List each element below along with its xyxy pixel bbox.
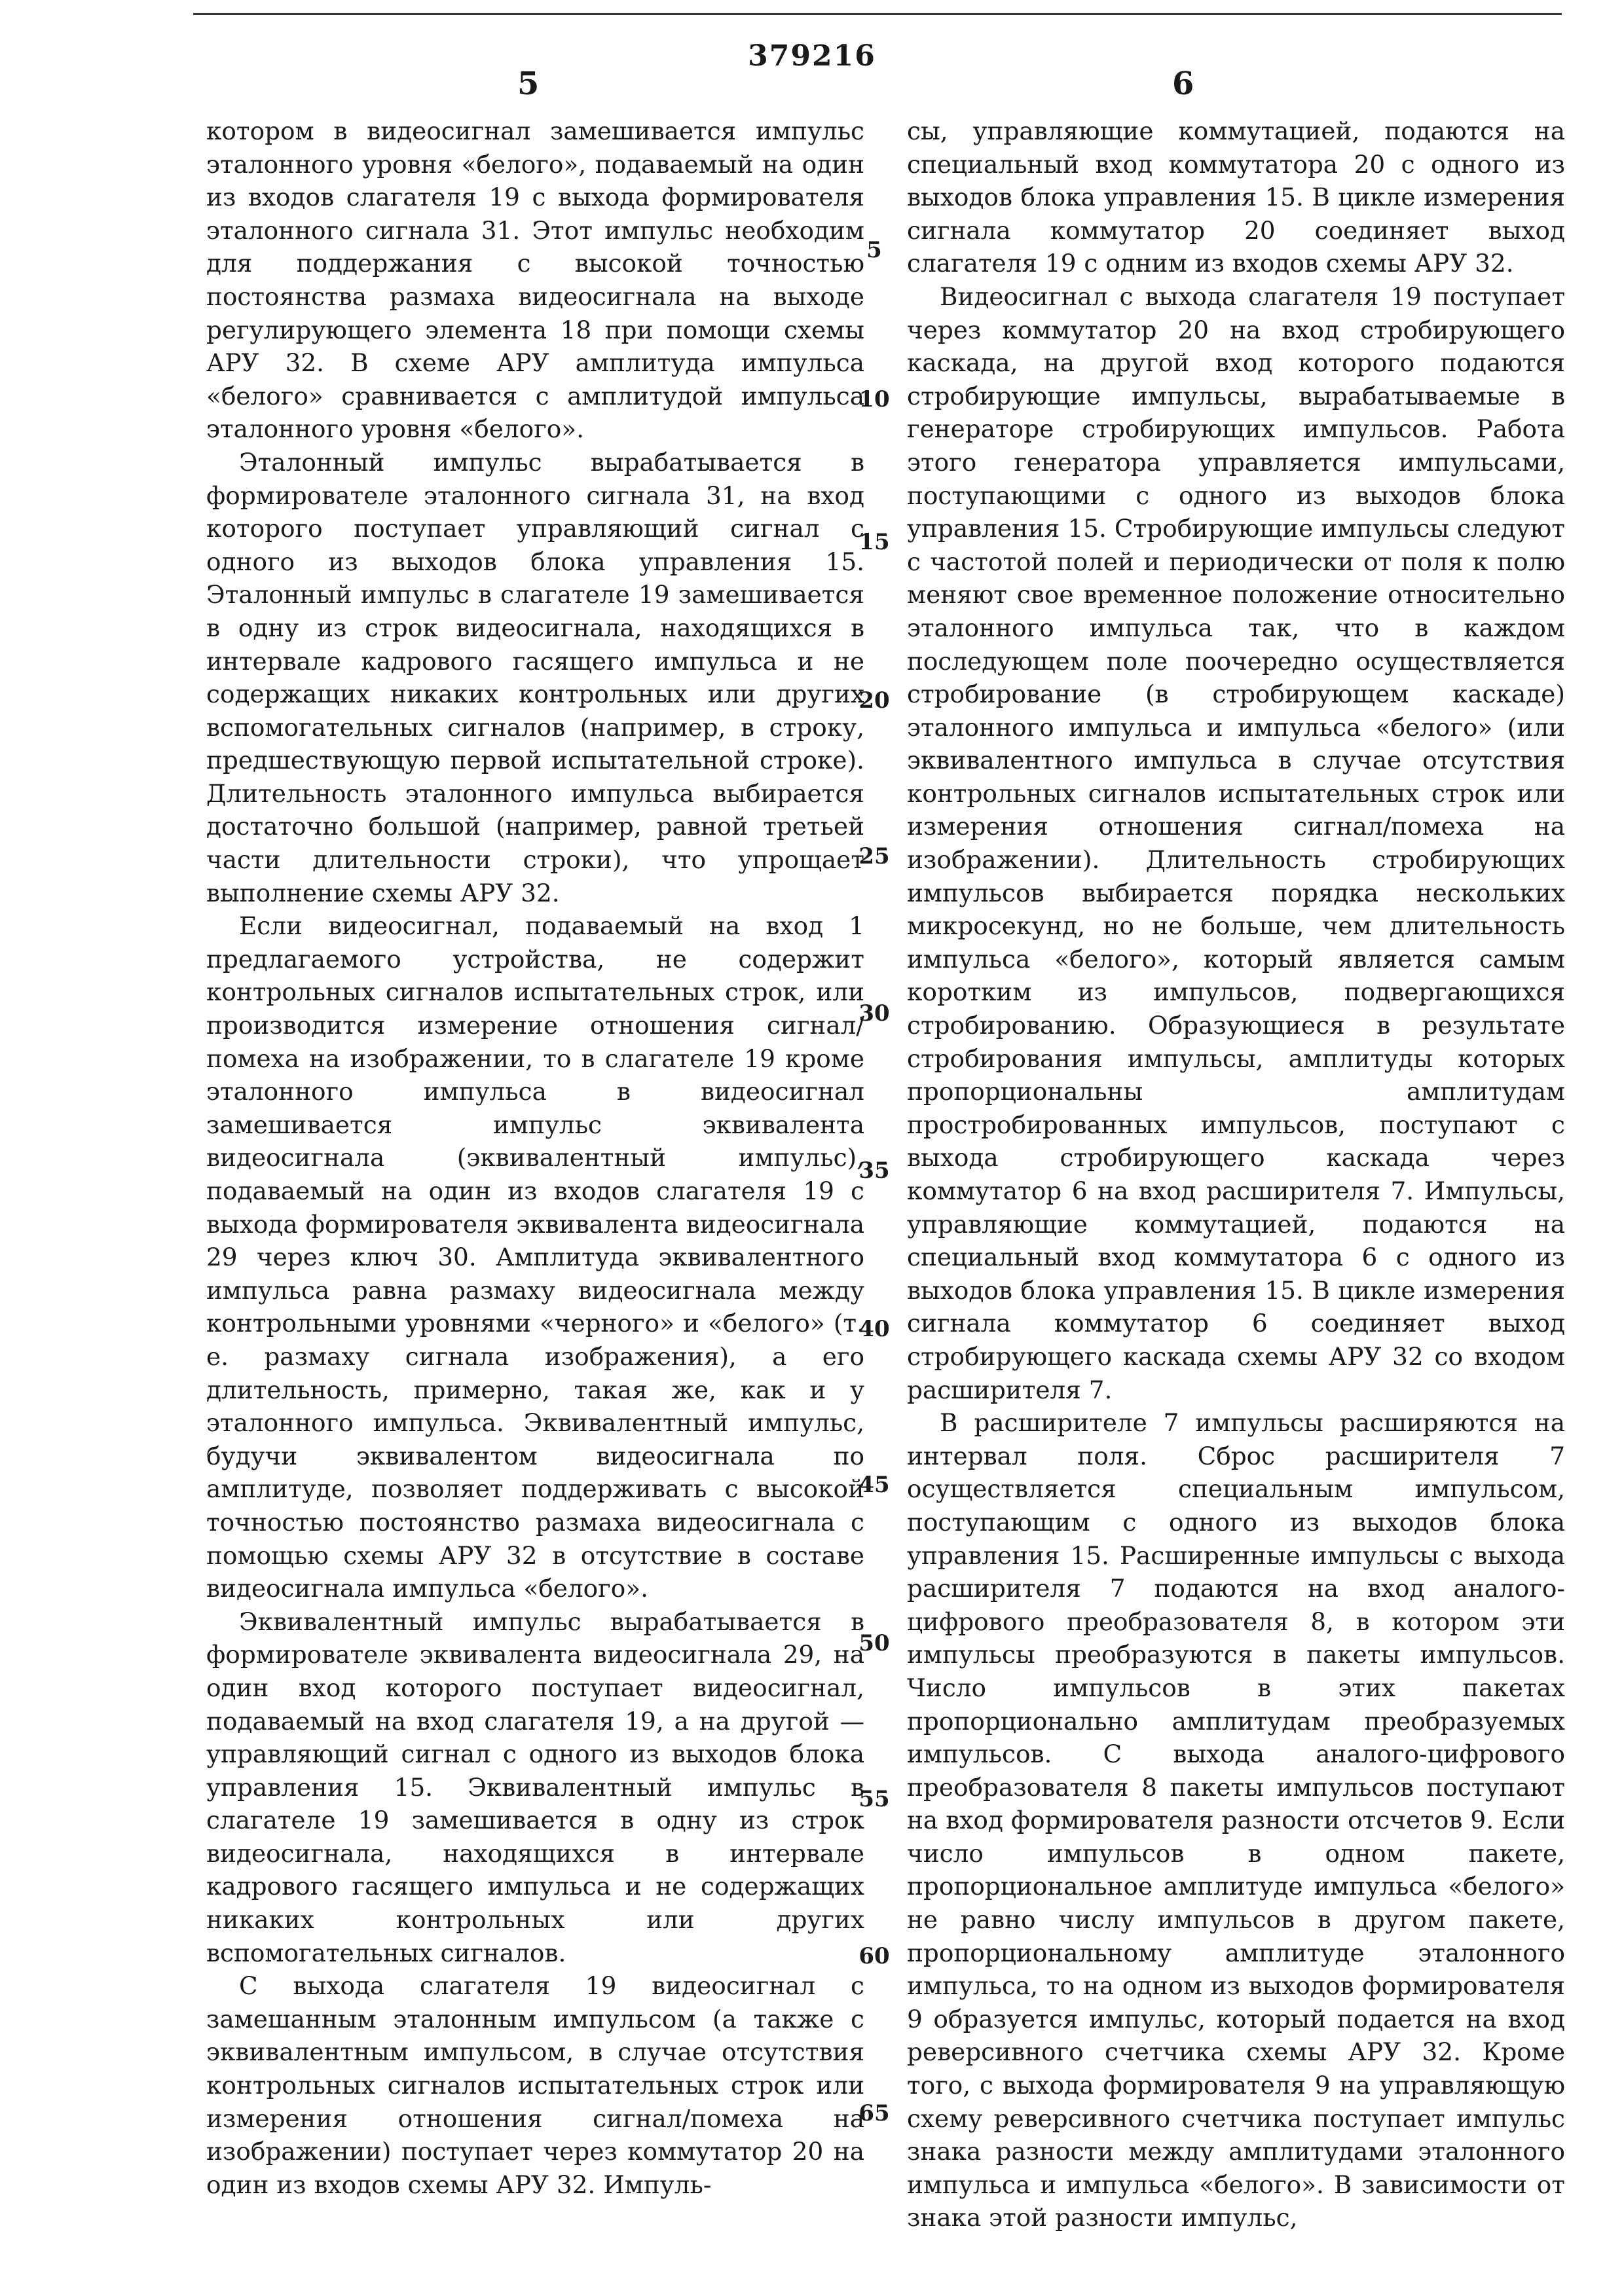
- line-number: 5: [866, 237, 882, 263]
- paragraph: котором в видеосигнал замешивается импульс эталонного уровня «белого», подаваемый на один из входов слагателя 19 с выхода формирователя эталонного сигнала 31. Этот импульс необходим для поддержания с высокой точностью постоянства размаха видеосигнала на выходе регулирующего элемента 18 при помощи схемы АРУ 32. В схеме АРУ амплитуда импульса «белого» сравнивается с амплитудой импульса эталонного уровня «белого».: [206, 117, 864, 444]
- line-number: 55: [858, 1786, 890, 1812]
- paragraph: В расширителе 7 импульсы расширяются на интервал поля. Сброс расширителя 7 осуществляется специальным импульсом, поступающим с одного из выходов блока управления 15. Расширенные импульсы с выхода расширителя 7 подаются на вход аналого-цифрового преобразователя 8, в котором эти импульсы преобразуются в пакеты импульсов. Число импульсов в этих пакетах пропорционально амплитудам преобразуемых импульсов. С выхода аналого-цифрового преобразователя 8 пакеты импульсов поступают на вход формирователя разности отсчетов 9. Если число импульсов в одном пакете, пропорциональное амплитуде импульса «белого» не равно числу импульсов в другом пакете, пропорциональному амплитуде эталонного импульса, то на одном из выходов формирователя 9 образуется импульс, который подается на вход реверсивного счетчика схемы АРУ 32. Кроме того, с выхода формирователя 9 на управляющую схему реверсивного счетчика поступает импульс знака разности между амплитудами эталонного импульса и импульса «белого». В зависимости от знака этой разности импульс,: [907, 1408, 1565, 2232]
- line-number: 20: [858, 687, 890, 714]
- right-column: [907, 115, 1565, 2234]
- line-number: 30: [858, 1000, 890, 1027]
- line-number: 15: [858, 529, 890, 555]
- line-number: 65: [858, 2100, 890, 2126]
- page-number-right: 6: [1172, 65, 1194, 102]
- line-number-gutter: [851, 0, 897, 2296]
- paragraph: С выхода слагателя 19 видеосигнал с замешанным эталонным импульсом (а также с эквивалентным импульсом, в случае отсутствия контрольных сигналов испытательных строк или измерения отношения сигнал/помеха на изображении) поступает через коммутатор 20 на один из входов схемы АРУ 32. Импуль-: [206, 1971, 864, 2199]
- line-number: 25: [858, 843, 890, 869]
- page-number-left: 5: [517, 65, 540, 102]
- paragraph: Видеосигнал с выхода слагателя 19 поступает через коммутатор 20 на вход стробирующего каскада, на другой вход которого подаются стробирующие импульсы, вырабатываемые в генераторе стробирующих импульсов. Работа этого генератора управляется импульсами, поступающими с одного из выходов блока управления 15. Стробирующие импульсы следуют с частотой полей и периодически от поля к полю меняют свое временное положение относительно эталонного импульса так, что в каждом последующем поле поочередно осуществляется стробирование (в стробирующем каскаде) эталонного импульса и импульса «белого» (или эквивалентного импульса в случае отсутствия контрольных сигналов испытательных строк или измерения отношения сигнал/помеха на изображении). Длительность стробирующих импульсов выбирается порядка нескольких микросекунд, но не больше, чем длительность импульса «белого», который является самым коротким из импульсов, подвергающихся стробированию. Образующиеся в результате стробирования импульсы, амплитуды которых пропорциональны амплитудам простробированных импульсов, поступают с выхода стробирующего каскада через коммутатор 6 на вход расширителя 7. Импульсы, управляющие коммутацией, подаются на специальный вход коммутатора 6 с одного из выходов блока управления 15. В цикле измерения сигнала коммутатор 6 соединяет выход стробирующего каскада схемы АРУ 32 со входом расширителя 7.: [907, 282, 1565, 1404]
- line-number: 45: [858, 1472, 890, 1498]
- paragraph: Если видеосигнал, подаваемый на вход 1 предлагаемого устройства, не содержит контрольных сигналов испытательных строк, или производится измерение отношения сигнал/помеха на изображении, то в слагателе 19 кроме эталонного импульса в видеосигнал замешивается импульс эквивалента видеосигнала (эквивалентный импульс), подаваемый на один из входов слагателя 19 с выхода формирователя эквивалента видеосигнала 29 через ключ 30. Амплитуда эквивалентного импульса равна размаху видеосигнала между контрольными уровнями «черного» и «белого» (т. е. размаху сигнала изображения), а его длительность, примерно, такая же, как и у эталонного импульса. Эквивалентный импульс, будучи эквивалентом видеосигнала по амплитуде, позволяет поддерживать с высокой точностью постоянство размаха видеосигнала с помощью схемы АРУ 32 в отсутствие в составе видеосигнала импульса «белого».: [206, 911, 864, 1603]
- document-number: 379216: [748, 39, 876, 73]
- line-number: 40: [858, 1316, 890, 1342]
- line-number: 50: [858, 1630, 890, 1656]
- paragraph: Эталонный импульс вырабатывается в формирователе эталонного сигнала 31, на вход которого поступает управляющий сигнал с одного из выходов блока управления 15. Эталонный импульс в слагателе 19 замешивается в одну из строк видеосигнала, находящихся в интервале кадрового гасящего импульса и не содержащих никаких контрольных или других вспомогательных сигналов (например, в строку, предшествующую первой испытательной строке). Длительность эталонного импульса выбирается достаточно большой (например, равной третьей части длительности строки), что упрощает выполнение схемы АРУ 32.: [206, 447, 864, 907]
- left-column: [206, 115, 864, 2201]
- paragraph: Эквивалентный импульс вырабатывается в формирователе эквивалента видеосигнала 29, на один вход которого поступает видеосигнал, подаваемый на вход слагателя 19, а на другой — управляющий сигнал с одного из выходов блока управления 15. Эквивалентный импульс в слагателе 19 замешивается в одну из строк видеосигнала, находящихся в интервале кадрового гасящего импульса и не содержащих никаких контрольных или других вспомогательных сигналов.: [206, 1607, 864, 1967]
- line-number: 60: [858, 1943, 890, 1969]
- line-number: 10: [858, 386, 890, 412]
- paragraph: сы, управляющие коммутацией, подаются на специальный вход коммутатора 20 с одного из выходов блока управления 15. В цикле измерения сигнала коммутатор 20 соединяет выход слагателя 19 с одним из входов схемы АРУ 32.: [907, 117, 1565, 278]
- line-number: 35: [858, 1157, 890, 1184]
